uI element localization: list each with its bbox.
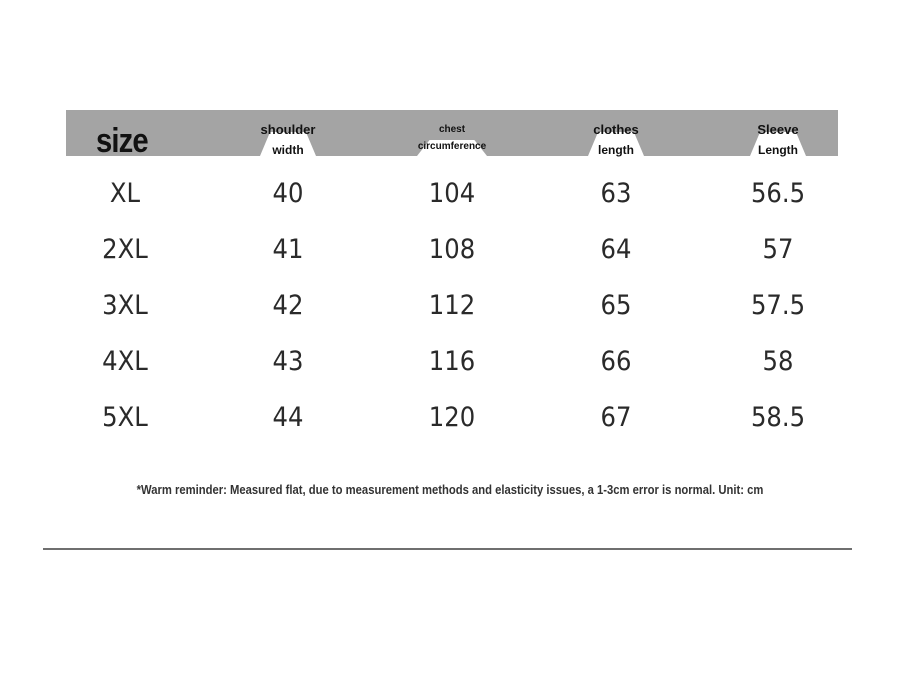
cell-shoulder: 44	[272, 402, 304, 433]
cell-sleeve-length: 57	[762, 234, 794, 265]
cell-shoulder: 42	[272, 290, 304, 321]
table-row	[66, 390, 838, 446]
header-clothes-line2: length	[598, 143, 634, 157]
header-sleeve-length	[698, 110, 858, 156]
cell-clothes-length: 67	[600, 402, 632, 433]
table-row	[66, 278, 838, 334]
cell-shoulder: 40	[272, 178, 304, 209]
header-clothes-line1: clothes	[593, 122, 639, 137]
cell-chest: 108	[428, 234, 476, 265]
table-body	[66, 166, 838, 446]
cell-clothes-length: 63	[600, 178, 632, 209]
cell-shoulder: 43	[272, 346, 304, 377]
header-sleeve-line1: Sleeve	[757, 122, 799, 137]
cell-sleeve-length: 57.5	[750, 290, 806, 321]
header-clothes-length	[534, 110, 698, 156]
cell-size: XL	[109, 178, 141, 209]
header-chest-circumference	[370, 110, 534, 156]
cell-shoulder: 41	[272, 234, 304, 265]
header-shoulder-line1: shoulder	[260, 122, 316, 137]
cell-clothes-length: 66	[600, 346, 632, 377]
header-shoulder-line2: width	[272, 143, 304, 157]
cell-sleeve-length: 56.5	[750, 178, 806, 209]
header-sleeve-line2: Length	[758, 143, 798, 157]
table-row	[66, 166, 838, 222]
cell-chest: 120	[428, 402, 476, 433]
header-chest-line1: chest	[438, 124, 466, 135]
cell-size: 3XL	[102, 290, 148, 321]
cell-chest: 116	[428, 346, 476, 377]
cell-size: 2XL	[102, 234, 148, 265]
header-chest-line2: circumference	[417, 141, 487, 152]
cell-sleeve-length: 58	[762, 346, 794, 377]
cell-chest: 104	[428, 178, 476, 209]
size-chart-table	[66, 110, 838, 446]
cell-sleeve-length: 58.5	[750, 402, 806, 433]
header-size: size	[96, 122, 148, 160]
cell-clothes-length: 65	[600, 290, 632, 321]
table-row	[66, 222, 838, 278]
header-shoulder-width	[206, 110, 370, 156]
cell-clothes-length: 64	[600, 234, 632, 265]
table-row	[66, 334, 838, 390]
cell-size: 4XL	[102, 346, 148, 377]
cell-chest: 112	[428, 290, 476, 321]
measurement-note: *Warm reminder: Measured flat, due to measurement methods and elasticity issues, a 1-3cm error is normal. Unit: cm	[136, 483, 764, 497]
divider	[43, 548, 852, 550]
cell-size: 5XL	[102, 402, 148, 433]
table-header	[66, 110, 838, 160]
